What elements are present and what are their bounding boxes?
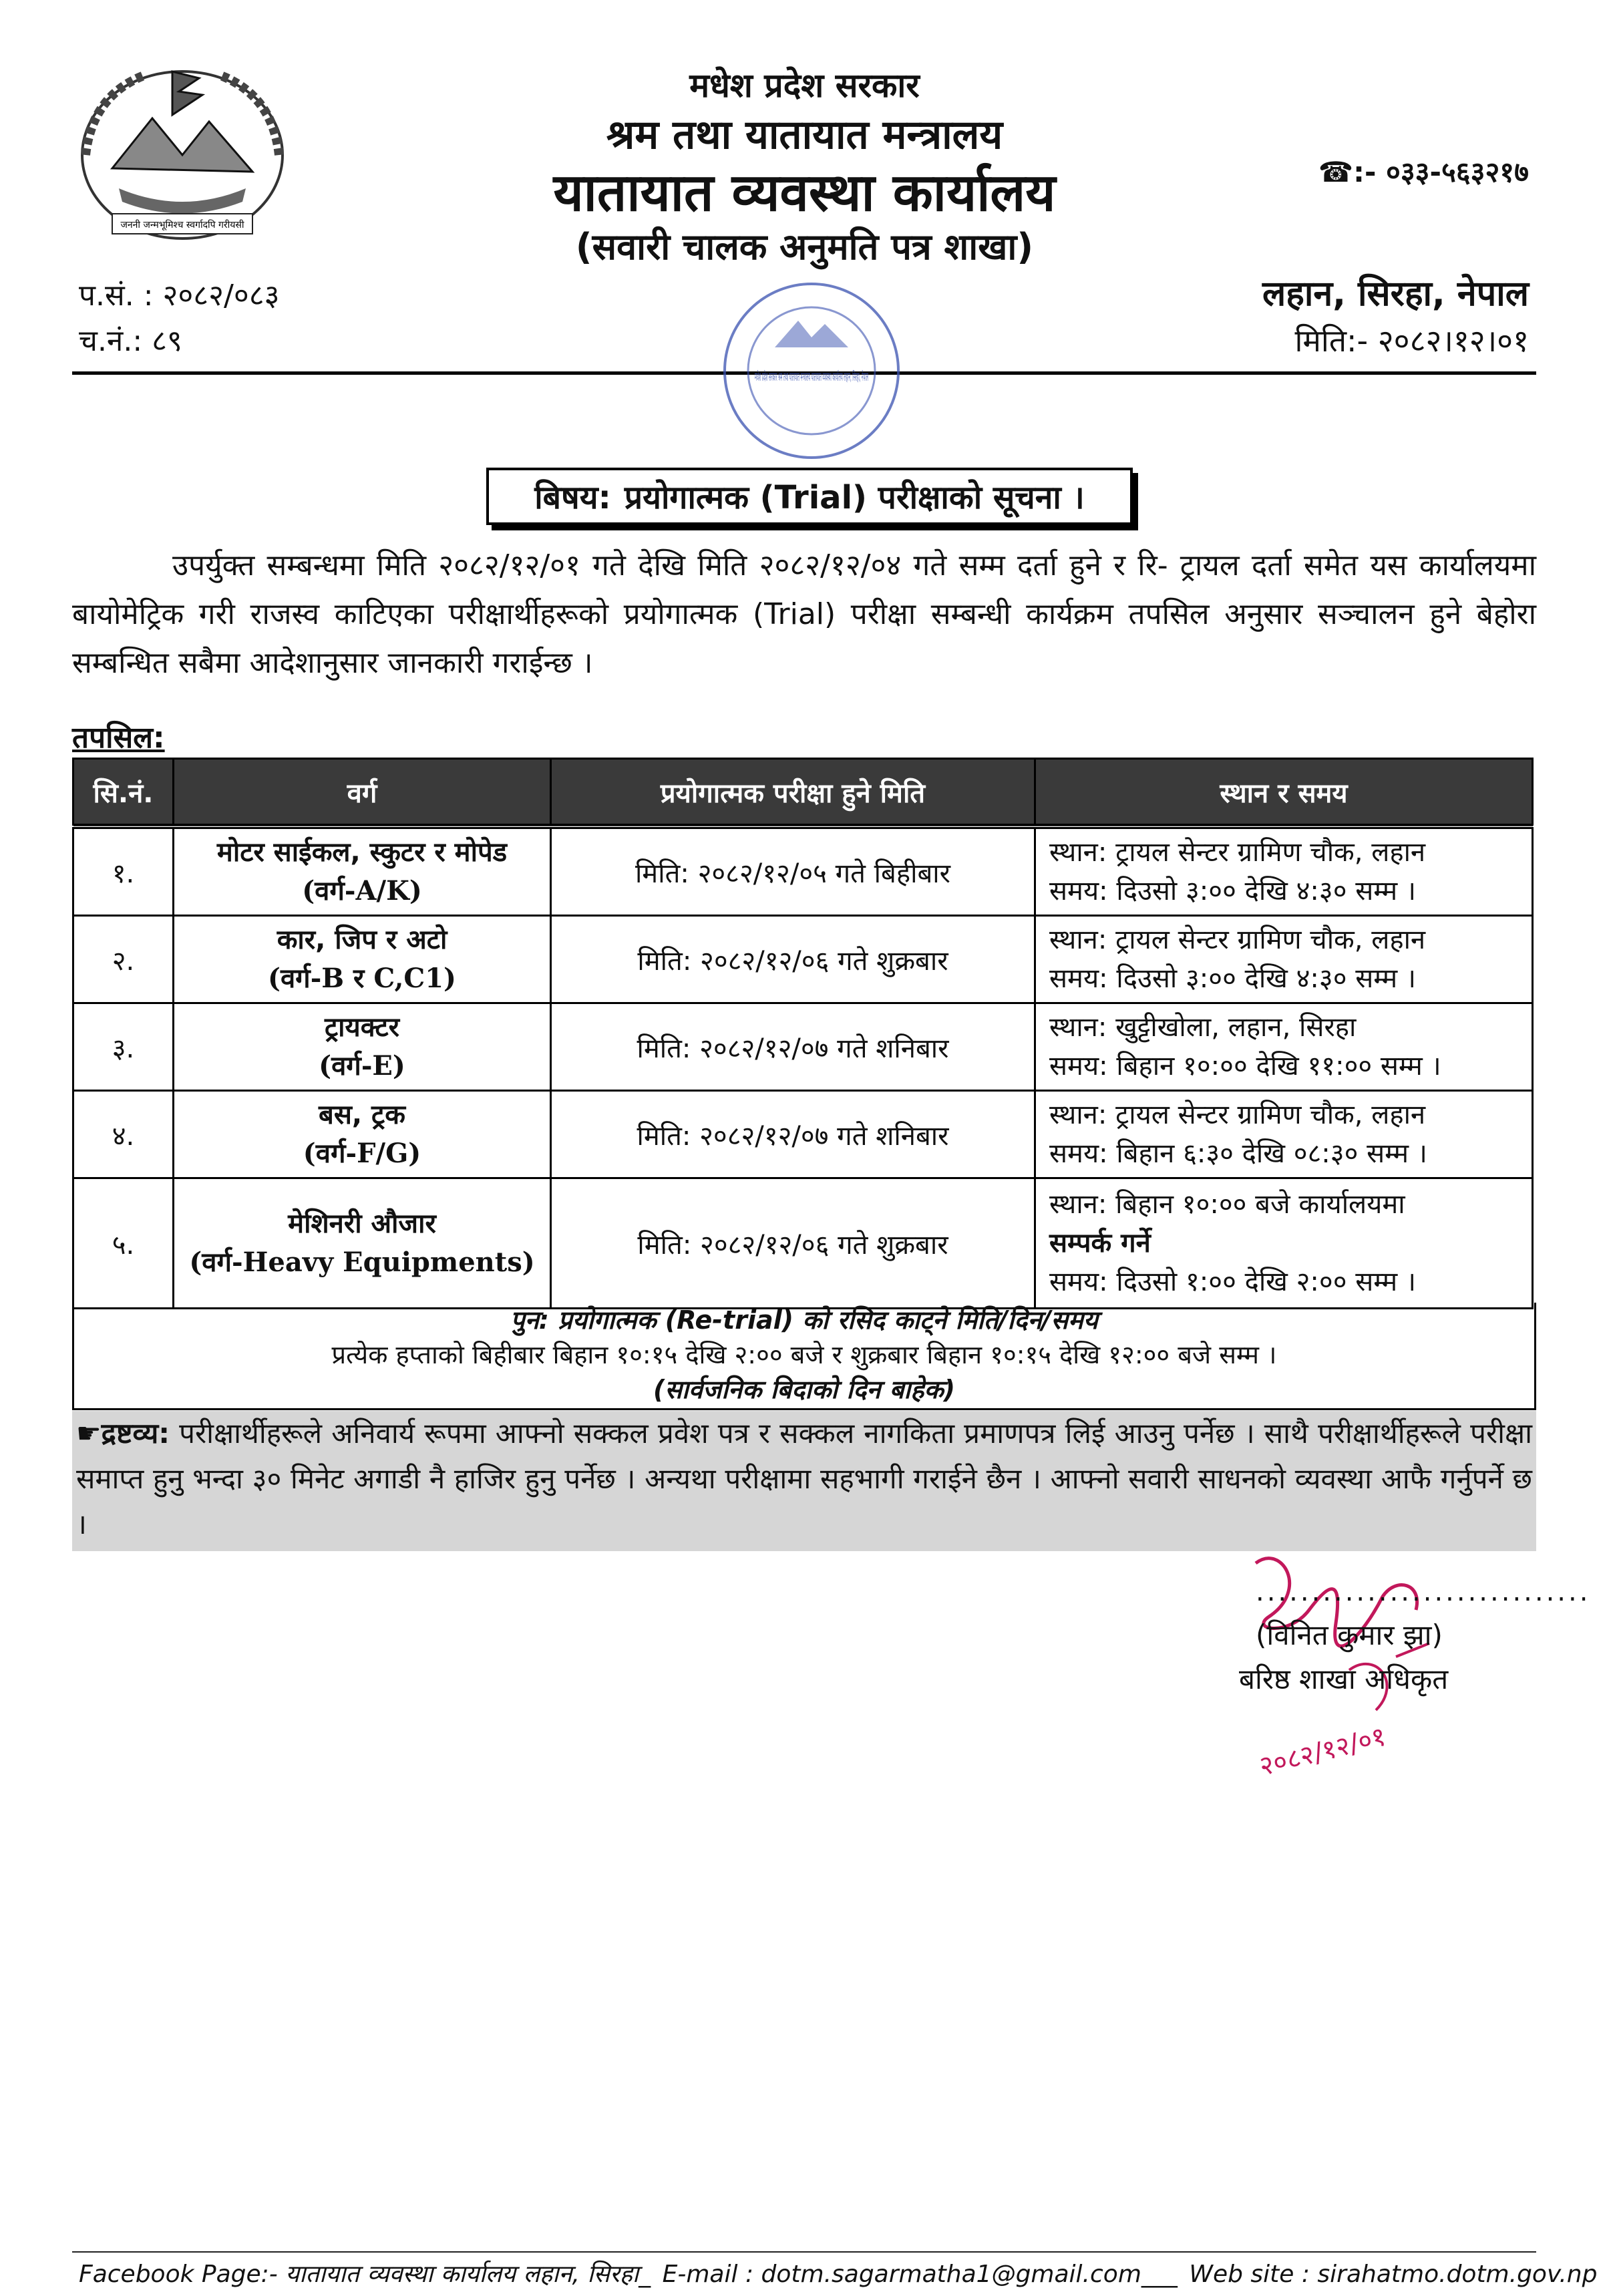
signature-line: .............................. <box>1256 1577 1591 1607</box>
subject-label: बिषय: <box>534 478 611 516</box>
category-code: (वर्ग-B र C,C1) <box>268 963 456 994</box>
row-date: मिति: २०८२/१२/०७ गते शनिबार <box>551 1091 1035 1178</box>
retrial-box <box>72 1303 1536 1410</box>
footer-website: Web site : sirahatmo.dotm.gov.np <box>1189 2261 1598 2288</box>
table-row <box>73 826 1533 916</box>
handwritten-signature-icon <box>1229 1536 1489 1782</box>
place: स्थान: खुट्टीखोला, लहान, सिरहा <box>1049 1012 1357 1043</box>
table-row <box>73 1091 1533 1178</box>
header-office: यातायात व्यवस्था कार्यालय <box>553 163 1056 223</box>
table-row <box>73 1178 1533 1309</box>
signer-name: (विनित कुमार झा) <box>1256 1619 1443 1651</box>
header-sn: सि.नं. <box>73 759 174 827</box>
time: समय: दिउसो १:०० देखि २:०० सम्म । <box>1049 1267 1416 1297</box>
place: स्थान: ट्रायल सेन्टर ग्रामिण चौक, लहान <box>1049 1100 1426 1130</box>
svg-text:२०८२/१२/०१: २०८२/१२/०१ <box>1256 1721 1389 1782</box>
row-sn: ४. <box>73 1091 174 1178</box>
row-category <box>174 826 551 916</box>
time: समय: दिउसो ३:०० देखि ४:३० सम्म । <box>1049 876 1416 907</box>
footer-email: E-mail : dotm.sagarmatha1@gmail.com___ <box>662 2261 1178 2288</box>
category-name: ट्रायक्टर <box>324 1012 400 1043</box>
time: समय: बिहान ६:३० देखि ०८:३० सम्म । <box>1049 1138 1427 1169</box>
category-code: (वर्ग-F/G) <box>303 1138 421 1169</box>
category-code: (वर्ग-E) <box>319 1050 405 1082</box>
row-date: मिति: २०८२/१२/०६ गते शुक्रबार <box>551 916 1035 1003</box>
place: स्थान: बिहान १०:०० बजे कार्यालयमा <box>1049 1189 1405 1220</box>
signer-title: बरिष्ठ शाखा अधिकृत <box>1239 1663 1449 1695</box>
dispatch-number: च.नं.: ८९ <box>79 324 182 358</box>
row-sn: ५. <box>73 1178 174 1309</box>
header-date: प्रयोगात्मक परीक्षा हुने मिति <box>551 759 1035 827</box>
category-name: मेशिनरी औजार <box>288 1208 436 1239</box>
trial-schedule-table <box>72 758 1534 1309</box>
reference-number: प.सं. : २०८२/०८३ <box>79 279 280 313</box>
phone-number: ☎:- ०३३-५६३२१७ <box>1318 156 1529 188</box>
footer-facebook: Facebook Page:- यातायात व्यवस्था कार्यालय लहान, सिरहा_ <box>79 2261 651 2288</box>
place: स्थान: ट्रायल सेन्टर ग्रामिण चौक, लहान <box>1049 925 1426 955</box>
header-ministry: श्रम तथा यातायात मन्त्रालय <box>606 112 1003 158</box>
office-location: लहान, सिरहा, नेपाल <box>1262 274 1529 314</box>
time: समय: दिउसो ३:०० देखि ४:३० सम्म । <box>1049 963 1416 994</box>
note-box <box>72 1411 1536 1551</box>
letter-date: मिति:- २०८२।१२।०१ <box>1294 323 1529 359</box>
place-extra: सम्पर्क गर्ने <box>1049 1228 1151 1259</box>
category-name: मोटर साईकल, स्कुटर र मोपेड <box>216 837 508 868</box>
svg-text:जननी जन्मभूमिश्च स्वर्गादपि गर: जननी जन्मभूमिश्च स्वर्गादपि गरीयसी <box>120 220 244 230</box>
category-name: कार, जिप र अटो <box>277 925 448 955</box>
row-sn: ३. <box>73 1003 174 1091</box>
row-category <box>174 1178 551 1309</box>
category-code: (वर्ग-Heavy Equipments) <box>189 1247 535 1278</box>
row-place-time <box>1035 826 1533 916</box>
category-code: (वर्ग-A/K) <box>302 875 422 907</box>
row-category <box>174 1003 551 1091</box>
row-date: मिति: २०८२/१२/०५ गते बिहीबार <box>551 826 1035 916</box>
header-branch: (सवारी चालक अनुमति पत्र शाखा) <box>575 226 1034 268</box>
retrial-note: (सार्वजनिक बिदाको दिन बाहेक) <box>653 1375 955 1404</box>
note-label: ☛द्रष्टव्य: <box>76 1417 170 1450</box>
svg-text:मधेश प्रदेश सरकार श्रम तथा यात: मधेश प्रदेश सरकार श्रम तथा यातायात मन्त्रालय यातायात व्यवस्था कार्यालय लहान, सिरहा, नेपाल <box>755 370 1172 384</box>
row-place-time <box>1035 1003 1533 1091</box>
row-category <box>174 1091 551 1178</box>
row-category <box>174 916 551 1003</box>
table-row <box>73 1003 1533 1091</box>
row-place-time <box>1035 916 1533 1003</box>
table-row <box>73 916 1533 1003</box>
header-place-time: स्थान र समय <box>1035 759 1533 827</box>
retrial-title: पुन: प्रयोगात्मक (Re-trial) को रसिद काट्ने मिति/दिन/समय <box>510 1305 1098 1335</box>
note-text: परीक्षार्थीहरूले अनिवार्य रूपमा आफ्नो सक्कल प्रवेश पत्र र सक्कल नागकिता प्रमाणपत्र लिई आउनु पर्नेछ । साथै परीक्षार्थीहरूले परीक्षा समाप्त हुनु भन्दा ३० मिनेट अगाडी नै हाजिर हुनु पर्नेछ । अन्यथा परीक्षामा सहभागी गराईने छैन । आफ्नो सवारी साधनको व्यवस्था आफै गर्नुपर्ने छ । <box>76 1417 1532 1540</box>
footer-divider <box>72 2251 1536 2253</box>
body-paragraph: उपर्युक्त सम्बन्धमा मिति २०८२/१२/०१ गते देखि मिति २०८२/१२/०४ गते सम्म दर्ता हुने र रि- ट्रायल दर्ता समेत यस कार्यालयमा बायोमेट्रिक गरी राजस्व काटिएका परीक्षार्थीहरूको प्रयोगात्मक (Trial) परीक्षा सम्बन्धी कार्यक्रम तपसिल अनुसार सञ्चालन हुने बेहोरा सम्बन्धित सबैमा आदेशानुसार जानकारी गराईन्छ । <box>72 548 1536 680</box>
row-place-time <box>1035 1178 1533 1309</box>
table-header-row <box>73 759 1533 827</box>
office-stamp-icon <box>711 274 1172 468</box>
place: स्थान: ट्रायल सेन्टर ग्रामिण चौक, लहान <box>1049 837 1426 868</box>
footer <box>79 2257 1601 2289</box>
header-province: मधेश प्रदेश सरकार <box>689 66 920 105</box>
row-sn: १. <box>73 826 174 916</box>
retrial-schedule: प्रत्येक हप्ताको बिहीबार बिहान १०:१५ देखि २:०० बजे र शुक्रबार बिहान १०:१५ देखि १२:०० बजे सम्म । <box>331 1340 1277 1369</box>
row-date: मिति: २०८२/१२/०७ गते शनिबार <box>551 1003 1035 1091</box>
subject-text: प्रयोगात्मक (Trial) परीक्षाको सूचना । <box>624 478 1085 516</box>
subject-box <box>486 468 1133 525</box>
header-category: वर्ग <box>174 759 551 827</box>
details-label: तपसिल: <box>72 721 165 755</box>
category-name: बस, ट्रक <box>319 1100 405 1130</box>
row-place-time <box>1035 1091 1533 1178</box>
row-date: मिति: २०८२/१२/०६ गते शुक्रबार <box>551 1178 1035 1309</box>
time: समय: बिहान १०:०० देखि ११:०० सम्म । <box>1049 1051 1441 1082</box>
row-sn: २. <box>73 916 174 1003</box>
